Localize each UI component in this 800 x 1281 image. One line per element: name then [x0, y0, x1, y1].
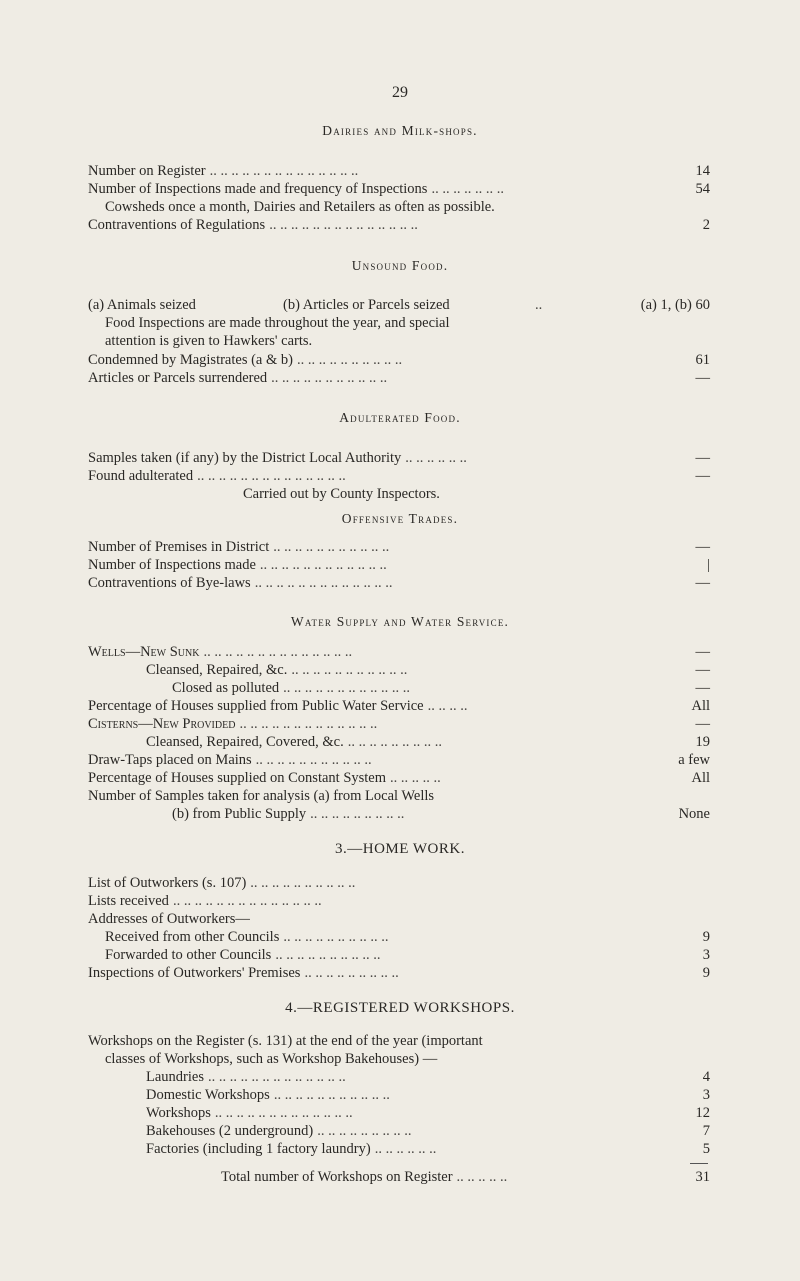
food-note-line2: attention is given to Hawkers' carts. [105, 333, 313, 349]
lists-received-label: Lists received [88, 893, 169, 909]
drawtaps-label: Draw-Taps placed on Mains [88, 752, 252, 768]
wells-closed-row [172, 679, 710, 697]
workshop-item-value: 7 [702, 1123, 710, 1139]
samples-line1: Number of Samples taken for analysis (a) from Local Wells [88, 788, 435, 804]
register-label: Number on Register [88, 163, 206, 179]
register-row [88, 162, 710, 180]
constant-value: All [691, 770, 710, 786]
leader-dots: .. .. .. .. .. .. .. .. .. [347, 734, 442, 750]
offensive-trades-heading: Offensive Trades. [341, 511, 459, 526]
seized-value: (a) 1, (b) 60 [640, 297, 710, 313]
workshop-item-label: Laundries [146, 1069, 204, 1085]
frequency-note: Cowsheds once a month, Dairies and Retailers as often as possible. [105, 199, 495, 215]
received-councils-row [105, 928, 710, 946]
leader-dots: .. .. .. .. .. .. [405, 450, 467, 466]
leader-dots: .. .. .. .. .. .. .. .. .. .. .. .. .. .. [209, 163, 359, 179]
cisterns-new-row [88, 715, 710, 733]
page-number: 29 [392, 84, 408, 101]
surrendered-value: — [695, 370, 710, 386]
food-note-line1: Food Inspections are made throughout the year, and special [105, 315, 450, 331]
register-value: 14 [695, 163, 710, 179]
dairy-inspections-value: 54 [695, 181, 710, 197]
leader-dots: .. .. .. .. .. .. .. .. .. .. .. .. .. [239, 716, 378, 732]
dairy-inspections-row [88, 180, 710, 198]
percent-public-label: Percentage of Houses supplied from Public Water Service [88, 698, 424, 714]
workshops-total-label: Total number of Workshops on Register [221, 1169, 453, 1185]
dairy-inspections-label: Number of Inspections made and frequency of Inspections [88, 181, 428, 197]
workshop-item-row [146, 1140, 710, 1158]
workshop-item-value: 12 [695, 1105, 710, 1121]
workshops-heading: 4.—REGISTERED WORKSHOPS. [285, 1000, 515, 1016]
found-adulterated-row [88, 467, 710, 485]
forwarded-councils-label: Forwarded to other Councils [105, 947, 272, 963]
samples-public-row [172, 805, 710, 823]
leader-dots: .. .. .. .. .. .. .. .. .. .. .. .. [259, 557, 387, 573]
workshops-intro-line2: classes of Workshops, such as Workshop Bakehouses) — [105, 1051, 438, 1067]
received-councils-label: Received from other Councils [105, 929, 280, 945]
condemned-value: 61 [695, 352, 710, 368]
leader-dots: .. .. .. .. [427, 698, 468, 714]
leader-dots: .. .. .. .. .. [456, 1169, 508, 1185]
wells-closed-value: — [695, 680, 710, 696]
total-rule [690, 1163, 708, 1164]
water-heading: Water Supply and Water Service. [290, 614, 510, 629]
wells-cleansed-row [146, 661, 710, 679]
samples-water-value: None [678, 806, 710, 822]
workshop-item-label: Workshops [146, 1105, 211, 1121]
leader-dots: .. .. .. .. .. .. .. .. .. .. .. .. [283, 680, 411, 696]
wells-cleansed-label: Cleansed, Repaired, &c. [146, 662, 288, 678]
leader-dots: .. .. .. .. .. .. .. .. .. .. .. [273, 539, 390, 555]
received-councils-value: 9 [702, 929, 710, 945]
articles-seized-label: (b) Articles or Parcels seized [283, 297, 450, 313]
leader-dots: .. .. .. .. .. .. .. [431, 181, 504, 197]
cisterns-new-label: Cisterns—New Provided [88, 716, 236, 732]
leader-dots: .. .. .. .. .. .. .. .. .. .. .. [291, 662, 408, 678]
samples-label: Samples taken (if any) by the District Local Authority [88, 450, 402, 466]
premises-value: — [695, 539, 710, 555]
workshop-item-value: 3 [702, 1087, 710, 1103]
drawtaps-value: a few [678, 752, 710, 768]
leader-dots: .. .. .. .. .. .. .. .. .. .. .. [271, 370, 388, 386]
constant-label: Percentage of Houses supplied on Constant System [88, 770, 387, 786]
leader-dots: .. .. .. .. .. .. .. .. .. .. .. .. .. .. [203, 644, 353, 660]
byelaws-value: — [695, 575, 710, 591]
leader-dots: .. .. .. .. .. .. .. .. .. .. .. .. .. [254, 575, 393, 591]
workshop-item-row [146, 1104, 710, 1122]
workshop-item-label: Domestic Workshops [146, 1087, 270, 1103]
cisterns-cleansed-row [146, 733, 710, 751]
trade-inspections-value: | [707, 557, 710, 573]
leader-dots: .. [535, 297, 543, 313]
surrendered-row [88, 369, 710, 387]
leader-dots: .. .. .. .. .. .. [374, 1141, 437, 1157]
percent-public-value: All [691, 698, 710, 714]
dairy-contraventions-value: 2 [702, 217, 710, 233]
leader-dots: .. .. .. .. .. .. .. .. .. .. .. [255, 752, 372, 768]
leader-dots: .. .. .. .. .. .. .. .. .. .. .. [273, 1087, 390, 1103]
outworkers-list-row [88, 874, 678, 892]
adulterated-food-heading: Adulterated Food. [339, 410, 461, 425]
outworkers-list-label: List of Outworkers (s. 107) [88, 875, 247, 891]
forwarded-councils-value: 3 [702, 947, 710, 963]
byelaws-label: Contraventions of Bye-laws [88, 575, 251, 591]
premises-row [88, 538, 710, 556]
leader-dots: .. .. .. .. .. .. .. .. .. .. .. .. .. .. [197, 468, 346, 484]
lists-received-row [88, 892, 678, 910]
wells-cleansed-value: — [695, 662, 710, 678]
surrendered-label: Articles or Parcels surrendered [88, 370, 268, 386]
leader-dots: .. .. .. .. .. .. .. .. .. [304, 965, 399, 981]
workshop-item-value: 4 [702, 1069, 710, 1085]
animals-seized-label: (a) Animals seized [88, 297, 196, 313]
constant-row [88, 769, 710, 787]
wells-closed-label: Closed as polluted [172, 680, 280, 696]
leader-dots: .. .. .. .. .. .. .. .. .. .. [296, 352, 403, 368]
workshop-item-label: Factories (including 1 factory laundry) [146, 1141, 371, 1157]
leader-dots: .. .. .. .. .. .. .. .. .. .. .. .. .. [214, 1105, 353, 1121]
wells-new-value: — [695, 644, 710, 660]
samples-value: — [695, 450, 710, 466]
byelaws-row [88, 574, 710, 592]
drawtaps-row [88, 751, 710, 769]
home-work-heading: 3.—HOME WORK. [335, 841, 465, 857]
addresses-label: Addresses of Outworkers— [88, 911, 250, 927]
workshop-item-row [146, 1122, 710, 1140]
leader-dots: .. .. .. .. .. .. .. .. .. [310, 806, 405, 822]
leader-dots: .. .. .. .. .. [390, 770, 441, 786]
dairies-heading: Dairies and Milk-shops. [322, 123, 478, 138]
wells-new-label: Wells—New Sunk [88, 644, 200, 660]
outworker-inspections-label: Inspections of Outworkers' Premises [88, 965, 301, 981]
found-adulterated-label: Found adulterated [88, 468, 194, 484]
leader-dots: .. .. .. .. .. .. .. .. .. .. .. .. .. [207, 1069, 346, 1085]
workshop-item-row [146, 1086, 710, 1104]
found-adulterated-value: — [695, 468, 710, 484]
workshops-total-value: 31 [695, 1169, 710, 1185]
leader-dots: .. .. .. .. .. .. .. .. .. .. [283, 929, 389, 945]
workshops-total-row [221, 1168, 710, 1186]
dairy-contraventions-label: Contraventions of Regulations [88, 217, 266, 233]
leader-dots: .. .. .. .. .. .. .. .. .. [317, 1123, 412, 1139]
unsound-food-heading: Unsound Food. [351, 258, 449, 273]
percent-public-row [88, 697, 710, 715]
dairy-contraventions-row [88, 216, 710, 234]
wells-new-row [88, 643, 710, 661]
trade-inspections-label: Number of Inspections made [88, 557, 256, 573]
leader-dots: .. .. .. .. .. .. .. .. .. .. [250, 875, 356, 891]
condemned-label: Condemned by Magistrates (a & b) [88, 352, 293, 368]
samples-row [88, 449, 710, 467]
workshop-item-row [146, 1068, 710, 1086]
outworker-inspections-value: 9 [702, 965, 710, 981]
forwarded-councils-row [105, 946, 710, 964]
leader-dots: .. .. .. .. .. .. .. .. .. .. .. .. .. .. [172, 893, 322, 909]
condemned-row [88, 351, 710, 369]
samples-line2: (b) from Public Supply [172, 806, 307, 822]
workshop-item-value: 5 [702, 1141, 710, 1157]
workshops-intro-line1: Workshops on the Register (s. 131) at the end of the year (important [88, 1033, 483, 1049]
trade-inspections-row [88, 556, 710, 574]
cisterns-new-value: — [695, 716, 710, 732]
leader-dots: .. .. .. .. .. .. .. .. .. .. [275, 947, 381, 963]
workshop-item-label: Bakehouses (2 underground) [146, 1123, 314, 1139]
premises-label: Number of Premises in District [88, 539, 270, 555]
leader-dots: .. .. .. .. .. .. .. .. .. .. .. .. .. .. [269, 217, 418, 233]
county-inspectors-note: Carried out by County Inspectors. [243, 486, 440, 502]
cisterns-cleansed-value: 19 [695, 734, 710, 750]
outworker-inspections-row [88, 964, 710, 982]
cisterns-cleansed-label: Cleansed, Repaired, Covered, &c. [146, 734, 344, 750]
